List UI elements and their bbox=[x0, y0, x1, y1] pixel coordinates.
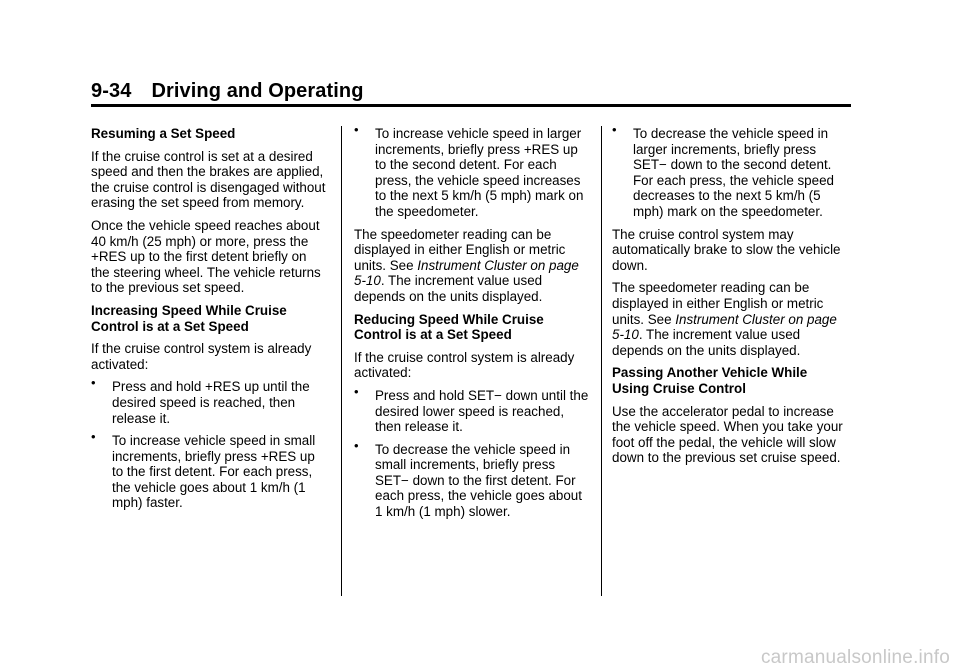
bullet-icon: • bbox=[612, 122, 617, 137]
heading-increasing-speed: Increasing Speed While Cruise Control is at a Set Speed bbox=[91, 302, 287, 334]
section-title: Driving and Operating bbox=[151, 80, 364, 102]
paragraph: Once the vehicle speed reaches about 40 km/h (25 mph) or more, press the +RES up to the first detent briefly on the steering wheel. The vehicle returns to the previous set speed. bbox=[91, 217, 321, 296]
paragraph: If the cruise control system is already activated: bbox=[354, 349, 575, 381]
paragraph: If the cruise control system is already activated: bbox=[91, 341, 312, 372]
bullet-icon: • bbox=[354, 437, 359, 453]
bullet-item: • To increase vehicle speed in larger increments, briefly press +RES up to the second detent. For each press, the vehicle speed increases to the next 5 km/h (5 mph) mark on the speedometer. bbox=[354, 122, 584, 219]
paragraph: Use the accelerator pedal to increase the vehicle speed. When you take your foot off the pedal, the vehicle will slow down to the previous set cruise speed. bbox=[612, 403, 843, 466]
column-2 bbox=[354, 122, 590, 527]
bullet-item: • Press and hold +RES up until the desired speed is reached, then release it. bbox=[91, 375, 310, 426]
bullet-item: • To decrease the vehicle speed in small increments, briefly press SET− down to the first detent. For each press, the vehicle goes about 1 km/h (1 mph) slower. bbox=[354, 437, 582, 520]
column-1 bbox=[91, 126, 327, 518]
paragraph: The cruise control system may automatically brake to slow the vehicle down. bbox=[612, 226, 841, 273]
cross-reference-link[interactable]: Instrument Cluster on page 5-10 bbox=[354, 257, 579, 289]
heading-reducing-speed: Reducing Speed While Cruise Control is at a Set Speed bbox=[354, 311, 544, 343]
bullet-icon: • bbox=[91, 429, 96, 445]
paragraph: The speedometer reading can be displayed in either English or metric units. See Instrument Cluster on page 5-10. The increment value used depends on the units displayed. bbox=[612, 280, 837, 358]
heading-resuming-set-speed: Resuming a Set Speed bbox=[91, 126, 236, 141]
bullet-icon: • bbox=[91, 375, 96, 391]
paragraph: The speedometer reading can be displayed in either English or metric units. See Instrument Cluster on page 5-10. The increment value used depends on the units displayed. bbox=[354, 226, 579, 304]
page-header bbox=[91, 80, 364, 103]
column-divider-2 bbox=[601, 126, 602, 596]
paragraph: If the cruise control is set at a desired speed and then the brakes are applied, the cruise control is disengaged without erasing the set speed from memory. bbox=[91, 148, 326, 211]
heading-passing-vehicle: Passing Another Vehicle While Using Cruise Control bbox=[612, 365, 808, 396]
bullet-item: • Press and hold SET− down until the desired lower speed is reached, then release it. bbox=[354, 383, 589, 435]
bullet-icon: • bbox=[354, 383, 359, 399]
header-rule bbox=[91, 104, 851, 107]
cross-reference-link[interactable]: Instrument Cluster on page 5-10 bbox=[612, 311, 837, 343]
page-number: 9-34 bbox=[91, 80, 132, 102]
bullet-item: • To increase vehicle speed in small increments, briefly press +RES up to the first detent. For each press, the vehicle goes about 1 km/h (1 mph) faster. bbox=[91, 429, 316, 511]
column-3 bbox=[612, 122, 848, 473]
bullet-item: • To decrease the vehicle speed in larger increments, briefly press SET− down to the second detent. For each press, the vehicle speed decreases to the next 5 km/h (5 mph) mark on the speedometer. bbox=[612, 122, 834, 219]
bullet-icon: • bbox=[354, 122, 359, 137]
watermark: carmanualsonline.info bbox=[760, 647, 950, 668]
column-divider-1 bbox=[341, 126, 342, 596]
